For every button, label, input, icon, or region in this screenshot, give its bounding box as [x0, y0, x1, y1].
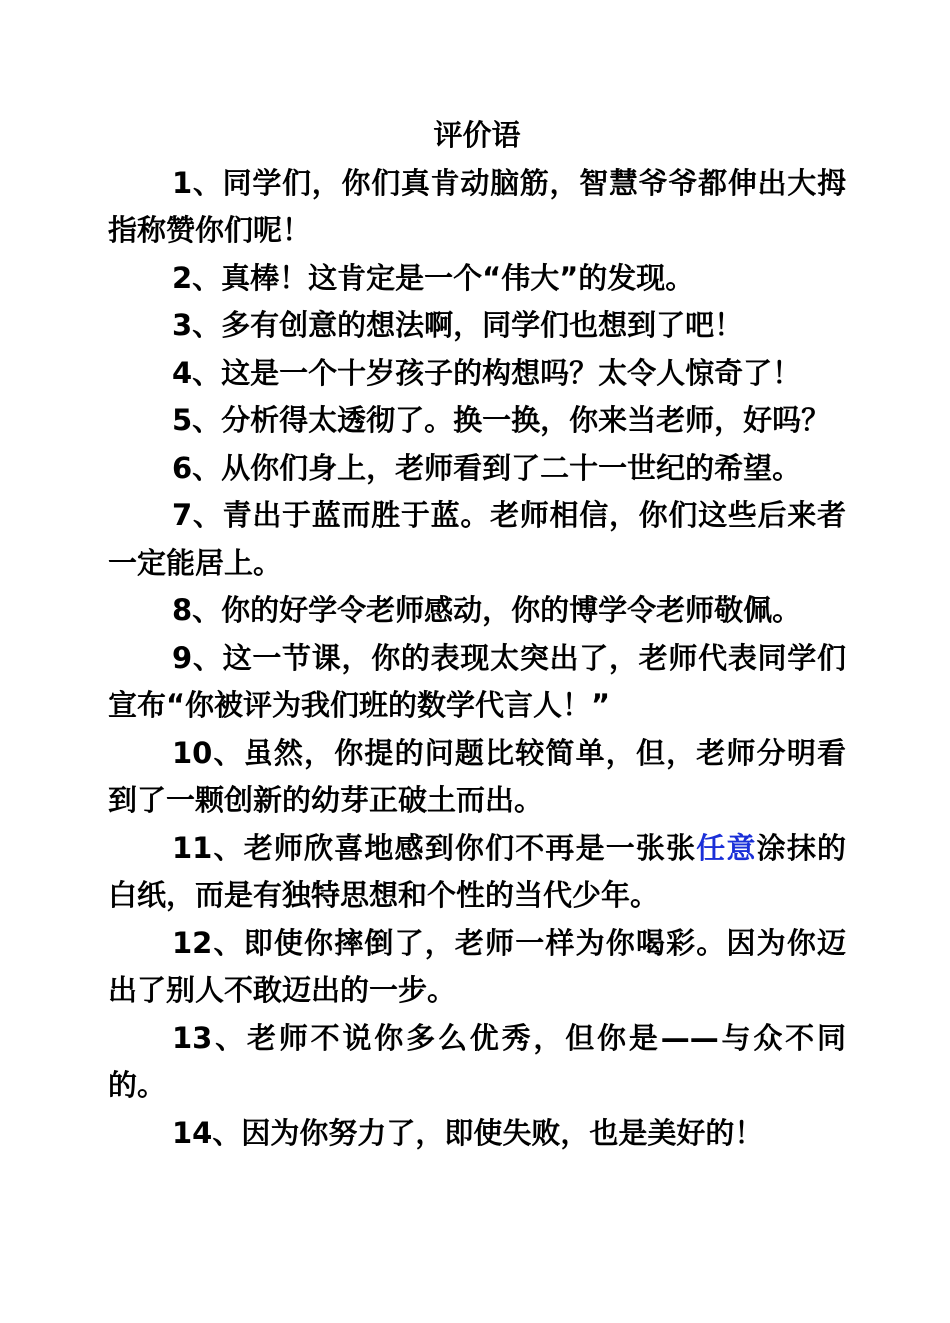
comment-item-1: 1、同学们，你们真肯动脑筋，智慧爷爷都伸出大拇指称赞你们呢！ [108, 165, 846, 247]
document-body [108, 112, 846, 1157]
comment-item-3: 3、多有创意的想法啊，同学们也想到了吧！ [172, 308, 744, 342]
document-title: 评价语 [433, 118, 521, 152]
highlighted-word: 任意 [696, 830, 757, 865]
comment-item-13: 13、老师不说你多么优秀，但你是——与众不同的。 [108, 1020, 846, 1102]
comment-item-7: 7、青出于蓝而胜于蓝。老师相信，你们这些后来者一定能居上。 [108, 498, 846, 580]
comment-item-4: 4、这是一个十岁孩子的构想吗？太令人惊奇了！ [172, 355, 802, 390]
comment-item-2: 2、真棒！这肯定是一个“伟大”的发现。 [172, 260, 695, 295]
comment-item-8: 8、你的好学令老师感动，你的博学令老师敬佩。 [172, 593, 802, 627]
comment-item-11-text-before: 11、老师欣喜地感到你们不再是一张张 [172, 830, 697, 865]
comment-item-12: 12、即使你摔倒了，老师一样为你喝彩。因为你迈出了别人不敢迈出的一步。 [108, 925, 846, 1007]
comment-item-11-text-after: 涂抹的白纸，而是有独特思想和个性的当代少年。 [108, 830, 846, 912]
comment-item-6: 6、从你们身上，老师看到了二十一世纪的希望。 [172, 450, 802, 485]
comment-item-9: 9、这一节课，你的表现太突出了，老师代表同学们宣布“你被评为我们班的数学代言人！” [108, 640, 846, 722]
comment-item-5: 5、分析得太透彻了。换一换，你来当老师，好吗？ [172, 403, 831, 437]
comment-item-14: 14、因为你努力了，即使失败，也是美好的！ [172, 1115, 764, 1150]
comment-item-11 [108, 825, 846, 920]
comment-item-10: 10、虽然，你提的问题比较简单，但，老师分明看到了一颗创新的幼芽正破土而出。 [108, 735, 846, 817]
